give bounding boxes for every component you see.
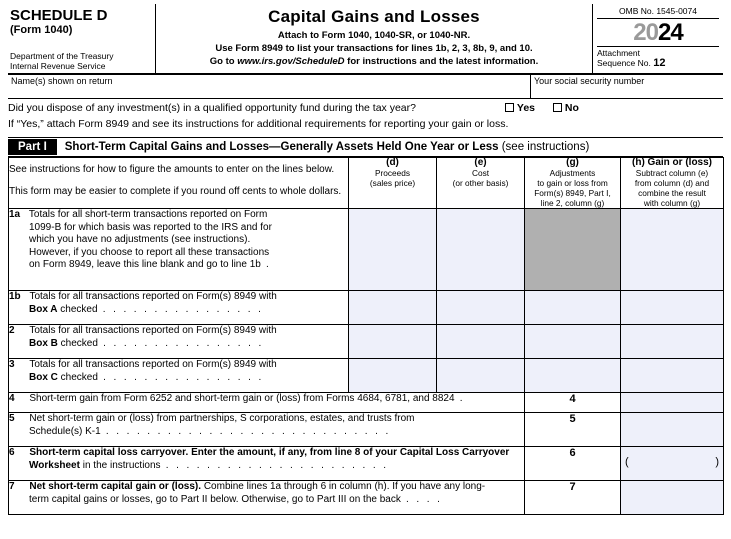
line-4-number-box: 4	[525, 393, 621, 413]
column-e-line1: Cost	[471, 168, 490, 178]
column-header-row	[9, 158, 724, 209]
line-1a-cost-input[interactable]	[437, 209, 525, 291]
ssn-label: Your social security number	[534, 76, 645, 86]
line-7-text-2: term capital gains or losses, go to Part II below. Otherwise, go to Part III on the back	[29, 493, 401, 505]
line-6-number-box: 6	[525, 447, 621, 481]
schedule-name: SCHEDULE D	[10, 7, 108, 24]
line-1b-cost-input[interactable]	[437, 291, 525, 325]
line-1a-adjustments-shaded	[525, 209, 621, 291]
instructions-cell	[9, 158, 349, 209]
column-g-line4: line 2, column (g)	[540, 198, 605, 208]
column-d-letter: (d)	[386, 157, 399, 168]
instructions-line-1: See instructions for how to figure the amounts to enter on the lines below.	[9, 164, 335, 175]
line-4-dots: .	[454, 393, 465, 404]
table-row	[9, 325, 724, 359]
header-center	[156, 4, 593, 73]
line-4-amount-input[interactable]	[621, 393, 724, 413]
line-1a-proceeds-input[interactable]	[349, 209, 437, 291]
omb-number: OMB No. 1545-0074	[597, 6, 719, 19]
column-e-header	[437, 158, 525, 209]
column-d-header	[349, 158, 437, 209]
form-subtitle-2: Use Form 8949 to list your transactions for lines 1b, 2, 3, 8b, 9, and 10.	[215, 43, 533, 54]
line-1b-checked: checked	[57, 303, 98, 315]
schedule-d-form	[0, 4, 731, 539]
form-reference: (Form 1040)	[10, 24, 73, 36]
checkbox-icon[interactable]	[505, 103, 514, 112]
qof-no-option[interactable]	[553, 102, 579, 114]
line-1b-text-1: Totals for all transactions reported on Form(s) 8949 with	[29, 291, 277, 302]
department-line-1: Department of the Treasury	[10, 51, 114, 61]
line-2-proceeds-input[interactable]	[349, 325, 437, 359]
line-3-proceeds-input[interactable]	[349, 359, 437, 393]
form-title: Capital Gains and Losses	[268, 7, 480, 26]
line-6-dots: . . . . . . . . . . . . . . . . . . . . . .	[160, 459, 389, 471]
line-5-description	[9, 413, 525, 447]
column-h-letter: (h) Gain or (loss)	[632, 157, 712, 168]
line-3-dots: . . . . . . . . . . . . . . . .	[97, 371, 264, 383]
table-row	[9, 413, 724, 447]
department-line-2: Internal Revenue Service	[10, 61, 106, 71]
instructions-line-2: This form may be easier to complete if you round off cents to whole dollars.	[9, 185, 342, 197]
line-2-text-1: Totals for all transactions reported on Form(s) 8949 with	[29, 325, 277, 336]
line-7-text-1b: Combine lines 1a through 6 in column (h). If you have any long-	[201, 481, 486, 492]
table-row	[9, 447, 724, 481]
column-h-line3: combine the result	[638, 188, 706, 198]
line-7-number: 7	[9, 481, 15, 492]
line-5-number: 5	[9, 413, 15, 424]
column-d-line1: Proceeds	[374, 168, 411, 178]
year-prefix: 20	[633, 19, 658, 46]
name-ssn-row	[8, 75, 723, 99]
line-6-text-2a: Worksheet	[29, 459, 80, 471]
line-5-dots: . . . . . . . . . . . . . . . . . . . . . . . . . . . .	[100, 425, 391, 437]
line-7-amount-input[interactable]	[621, 481, 724, 515]
line-1b-dots: . . . . . . . . . . . . . . . .	[97, 303, 264, 315]
line-2-gain-input[interactable]	[621, 325, 724, 359]
column-h-line4: with column (g)	[643, 198, 701, 208]
line-3-adjustments-input[interactable]	[525, 359, 621, 393]
line-1a-gain-input[interactable]	[621, 209, 724, 291]
qof-question-line	[8, 102, 723, 114]
attachment-info	[597, 46, 719, 68]
line-3-box-label: Box C	[29, 371, 58, 383]
line-1a-number: 1a	[9, 209, 21, 220]
qof-question-text: Did you dispose of any investment(s) in a qualified opportunity fund during the tax year?	[8, 102, 416, 114]
name-label: Name(s) shown on return	[11, 76, 113, 86]
line-5-text-2: Schedule(s) K-1	[29, 425, 101, 437]
line-4-text: Short-term gain from Form 6252 and short-term gain or (loss) from Forms 4684, 6781, and 8824	[29, 393, 455, 404]
line-1a-text-4: However, if you choose to report all these transactions	[29, 246, 270, 258]
line-1b-box-label: Box A	[29, 303, 58, 315]
line-1a-text-3: which you have no adjustments (see instructions).	[29, 234, 251, 245]
column-g-line3: Form(s) 8949, Part I,	[534, 188, 611, 198]
line-3-description	[9, 359, 349, 393]
line-1b-proceeds-input[interactable]	[349, 291, 437, 325]
qof-question-block	[8, 99, 723, 135]
column-g-header	[525, 158, 621, 209]
line-1b-gain-input[interactable]	[621, 291, 724, 325]
line-3-cost-input[interactable]	[437, 359, 525, 393]
line-6-text-2b: in the instructions	[79, 459, 161, 471]
line-2-number: 2	[9, 325, 15, 336]
qof-no-label: No	[564, 102, 579, 114]
part1-title-text: Short-Term Capital Gains and Losses—Generally Assets Held One Year or Less	[64, 141, 499, 153]
column-d-line2: (sales price)	[369, 178, 416, 188]
table-row	[9, 291, 724, 325]
column-h-line2: from column (d) and	[634, 178, 710, 188]
line-2-box-label: Box B	[29, 337, 58, 349]
year-suffix: 24	[658, 19, 683, 46]
line-7-dots: . . . .	[400, 493, 443, 505]
part1-banner	[8, 137, 723, 157]
line-7-text-1a: Net short-term capital gain or (loss).	[29, 481, 202, 492]
part1-note: (see instructions)	[501, 141, 590, 153]
line-7-number-box: 7	[525, 481, 621, 515]
line-6-paren-open: (	[625, 456, 629, 468]
line-4-number: 4	[9, 393, 15, 404]
line-6-description	[9, 447, 525, 481]
line-1a-text-5: on Form 8949, leave this line blank and go to line 1b	[29, 259, 261, 270]
line-2-description	[9, 325, 349, 359]
line-6-worksheet-ref: Capital Loss Carryover	[399, 447, 510, 458]
column-e-line2: (or other basis)	[452, 178, 509, 188]
attachment-label: Attachment	[597, 48, 640, 58]
line-1a-dots: .	[260, 259, 272, 270]
line-3-checked: checked	[57, 371, 98, 383]
qof-yes-option[interactable]	[505, 102, 535, 114]
line-1b-adjustments-input[interactable]	[525, 291, 621, 325]
column-h-header	[621, 158, 724, 209]
line-2-dots: . . . . . . . . . . . . . . . .	[97, 337, 264, 349]
table-row	[9, 359, 724, 393]
goto-text-post: for instructions and the latest information.	[344, 56, 539, 67]
line-5-amount-input[interactable]	[621, 413, 724, 447]
form-subtitle-1: Attach to Form 1040, 1040-SR, or 1040-NR.	[277, 30, 471, 41]
part1-title	[65, 141, 590, 153]
line-2-checked: checked	[57, 337, 98, 349]
line-6-amount-input[interactable]	[621, 447, 724, 481]
capital-gains-table	[8, 157, 724, 515]
column-h-line1: Subtract column (e)	[635, 168, 709, 178]
line-4-description	[9, 393, 525, 413]
checkbox-icon[interactable]	[553, 103, 562, 112]
tax-year	[597, 19, 719, 46]
line-1b-description	[9, 291, 349, 325]
table-row	[9, 481, 724, 515]
line-1a-description	[9, 209, 349, 291]
line-3-text-1: Totals for all transactions reported on Form(s) 8949 with	[29, 359, 277, 370]
form-header	[8, 4, 723, 75]
form-subtitle-3	[162, 56, 586, 67]
column-g-line1: Adjustments	[549, 168, 596, 178]
line-2-adjustments-input[interactable]	[525, 325, 621, 359]
header-right	[593, 4, 723, 73]
line-5-text-1: Net short-term gain or (loss) from partnerships, S corporations, estates, and trusts from	[29, 413, 415, 424]
irs-url[interactable]: www.irs.gov/ScheduleD	[237, 56, 345, 67]
goto-text: Go to	[209, 56, 238, 67]
line-6-number: 6	[9, 447, 15, 458]
line-6-text-1a: Short-term capital loss carryover. Enter the amount, if any, from line 8 of your	[29, 447, 400, 458]
table-row	[9, 209, 724, 291]
table-row	[9, 393, 724, 413]
qof-followup-text: If “Yes,” attach Form 8949 and see its instructions for additional requirements for reporting your gain or loss.	[8, 118, 509, 130]
line-3-gain-input[interactable]	[621, 359, 724, 393]
line-1b-number: 1b	[9, 291, 21, 302]
line-5-number-box: 5	[525, 413, 621, 447]
attachment-seq-label: Sequence No.	[597, 58, 651, 68]
name-field[interactable]	[8, 75, 531, 98]
part1-label: Part I	[8, 139, 57, 155]
header-left	[8, 4, 156, 73]
line-7-description	[9, 481, 525, 515]
column-g-letter: (g)	[566, 157, 579, 168]
attachment-seq-number: 12	[653, 57, 666, 69]
qof-yes-label: Yes	[516, 102, 536, 114]
column-e-letter: (e)	[474, 157, 487, 168]
ssn-field[interactable]	[531, 75, 723, 98]
line-1a-text-1: Totals for all short-term transactions reported on Form	[28, 209, 268, 220]
line-3-number: 3	[9, 359, 15, 370]
line-2-cost-input[interactable]	[437, 325, 525, 359]
line-1a-text-2: 1099-B for which basis was reported to the IRS and for	[29, 221, 272, 233]
line-6-paren-close: )	[715, 456, 719, 468]
column-g-line2: to gain or loss from	[537, 178, 608, 188]
